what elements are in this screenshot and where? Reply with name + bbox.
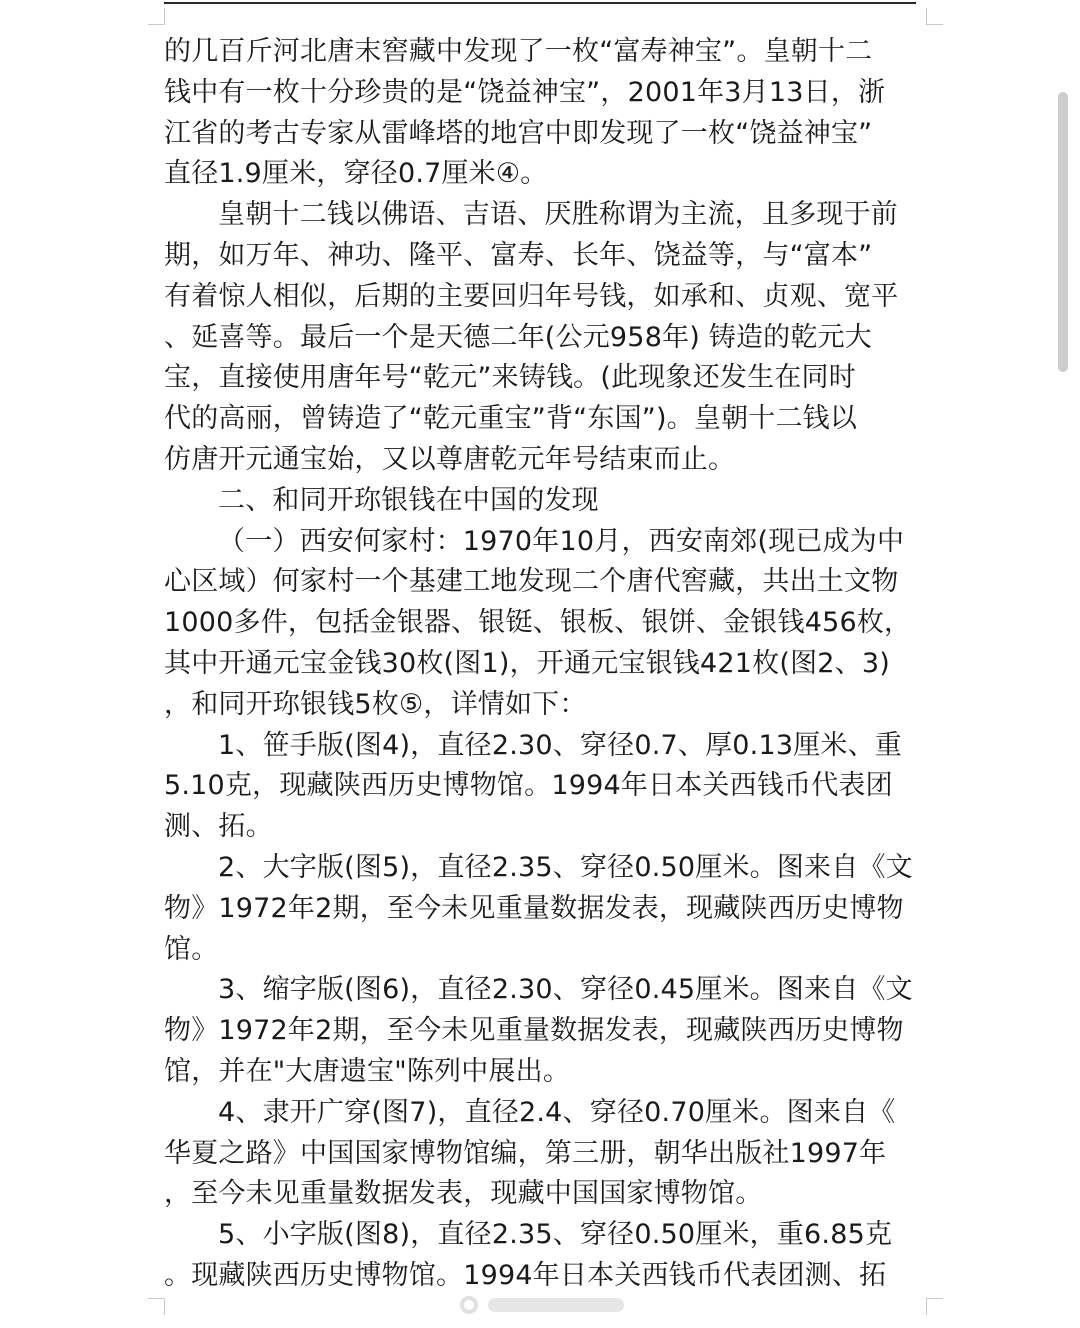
watermark xyxy=(452,1284,632,1324)
text-line: 其中开通元宝金钱30枚(图1)，开通元宝银钱421枚(图2、3) xyxy=(164,647,890,679)
text-line: ，至今未见重量数据发表，现藏中国国家博物馆。 xyxy=(164,1178,763,1210)
text-line: 、延喜等。最后一个是天德二年(公元958年) 铸造的乾元大 xyxy=(164,321,872,353)
page-corner-mark-bottom-left xyxy=(148,1298,165,1315)
text-line: 馆。 xyxy=(164,933,219,965)
text-line: 皇朝十二钱以佛语、吉语、厌胜称谓为主流，且多现于前 xyxy=(218,199,898,231)
watermark-logo-icon xyxy=(460,1296,478,1314)
text-line: 华夏之路》中国国家博物馆编，第三册，朝华出版社1997年 xyxy=(164,1137,887,1169)
text-line: 5.10克，现藏陕西历史博物馆。1994年日本关西钱币代表团 xyxy=(164,770,893,802)
page-corner-mark-top-right xyxy=(926,8,943,25)
text-line: （一）西安何家村：1970年10月，西安南郊(现已成为中 xyxy=(218,525,905,557)
text-line: 的几百斤河北唐末窖藏中发现了一枚“富寿神宝”。皇朝十二 xyxy=(164,36,873,67)
text-line: 测、拓。 xyxy=(164,811,273,843)
text-line: 有着惊人相似，后期的主要回归年号钱，如承和、贞观、宽平 xyxy=(164,280,899,312)
watermark-text-blur xyxy=(488,1298,624,1312)
text-line: 2、大字版(图5)，直径2.35、穿径0.50厘米。图来自《文 xyxy=(218,851,913,883)
text-line: 物》1972年2期，至今未见重量数据发表，现藏陕西历史博物 xyxy=(164,1015,904,1047)
text-line: 二、和同开珎银钱在中国的发现 xyxy=(218,484,599,516)
text-line: 物》1972年2期，至今未见重量数据发表，现藏陕西历史博物 xyxy=(164,892,904,924)
text-line: 钱中有一枚十分珍贵的是“饶益神宝”，2001年3月13日，浙 xyxy=(164,76,886,108)
text-line: 江省的考古专家从雷峰塔的地宫中即发现了一枚“饶益神宝” xyxy=(164,117,873,149)
text-line: 心区域）何家村一个基建工地发现二个唐代窖藏，共出土文物 xyxy=(164,566,899,598)
text-line: 仿唐开元通宝始，又以尊唐乾元年号结束而止。 xyxy=(164,443,736,475)
text-line: 4、隶开广穿(图7)，直径2.4、穿径0.70厘米。图来自《 xyxy=(218,1096,896,1128)
text-line: 3、缩字版(图6)，直径2.30、穿径0.45厘米。图来自《文 xyxy=(218,974,913,1006)
text-line: ，和同开珎银钱5枚⑤，详情如下： xyxy=(164,688,587,720)
text-line: 宝，直接使用唐年号“乾元”来铸钱。(此现象还发生在同时 xyxy=(164,362,856,394)
document-body xyxy=(164,32,916,1297)
text-line: 直径1.9厘米，穿径0.7厘米④。 xyxy=(164,158,548,190)
page-corner-mark-top-left xyxy=(148,8,165,25)
text-line: 。现藏陕西历史博物馆。1994年日本关西钱币代表团测、拓 xyxy=(164,1259,887,1291)
text-line: 1、笹手版(图4)，直径2.30、穿径0.7、厚0.13厘米、重 xyxy=(218,729,902,761)
text-line: 5、小字版(图8)，直径2.35、穿径0.50厘米，重6.85克 xyxy=(218,1219,893,1251)
text-line: 1000多件，包括金银器、银铤、银板、银饼、金银钱456枚， xyxy=(164,607,912,639)
text-line: 代的高丽，曾铸造了“乾元重宝”背“东国”)。皇朝十二钱以 xyxy=(164,403,858,435)
text-line: 馆，并在"大唐遗宝"陈列中展出。 xyxy=(164,1055,571,1087)
page-corner-mark-bottom-right xyxy=(926,1298,943,1315)
text-line: 期，如万年、神功、隆平、富寿、长年、饶益等，与“富本” xyxy=(164,239,873,271)
page-top-rule xyxy=(164,2,916,4)
vertical-scrollbar-thumb[interactable] xyxy=(1058,92,1068,372)
